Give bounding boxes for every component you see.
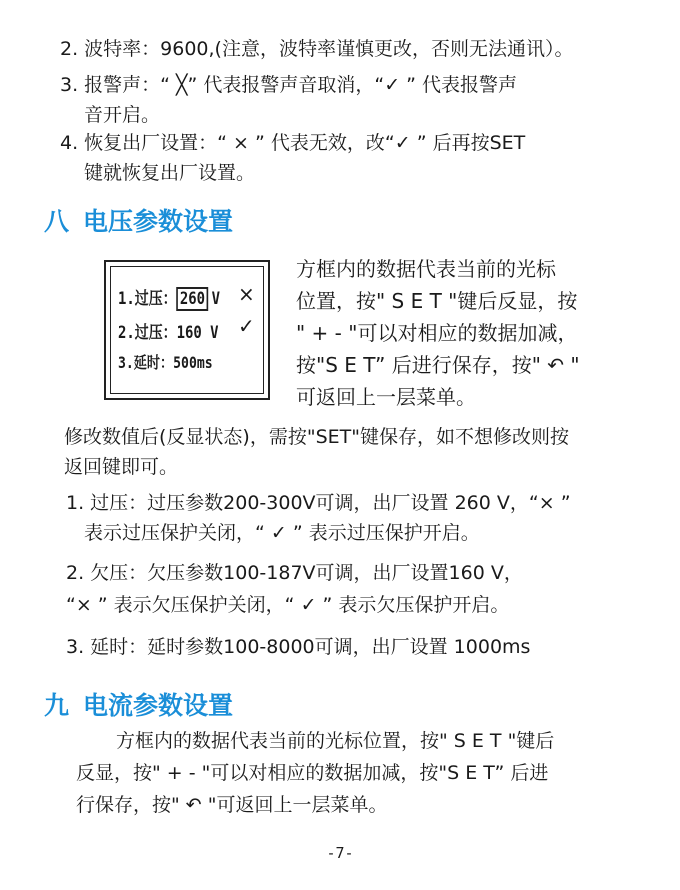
section8-item-delay: 3. 延时：延时参数100-8000可调，出厂设置 1000ms (66, 636, 531, 658)
section-number: 九 (44, 691, 70, 720)
lcd-cursor-value: 260 (177, 287, 209, 311)
intro-item-alarm-sound: 3. 报警声：“ ╳” 代表报警声音取消，“✓ ” 代表报警声 (60, 74, 518, 96)
intro-item-factory-reset: 4. 恢复出厂设置：“ × ” 代表无效，改“✓ ” 后再按SET (60, 132, 526, 154)
lcd-screen-illustration (104, 260, 270, 400)
lcd-row1-prefix: 1.过压： (118, 289, 177, 309)
lcd-row-undervoltage (118, 318, 219, 343)
section9-desc-line: 行保存，按" ↶ "可返回上一层菜单。 (76, 794, 388, 816)
section9-desc-line: 反显，按" + - "可以对相应的数据加减，按"S E T” 后进 (76, 762, 549, 784)
section9-desc-line: 方框内的数据代表当前的光标位置，按" S E T "键后 (116, 730, 555, 752)
lcd-row2-text: 2.过压：160 V (118, 323, 219, 343)
lcd-check-icon: ✓ (238, 314, 255, 338)
section8-note-line: 返回键即可。 (64, 456, 179, 478)
section8-desc-line: 可返回上一层菜单。 (296, 385, 476, 409)
intro-item-factory-reset-cont: 键就恢复出厂设置。 (84, 162, 256, 184)
intro-item-baud-rate: 2. 波特率：9600,(注意，波特率谨慎更改，否则无法通讯）。 (60, 38, 574, 60)
section-number: 八 (44, 207, 70, 236)
intro-item-alarm-sound-cont: 音开启。 (84, 104, 161, 126)
section8-item-undervoltage: 2. 欠压：欠压参数100-187V可调，出厂设置160 V， (66, 562, 523, 584)
section8-desc-line: 按"S E T” 后进行保存，按" ↶ " (296, 353, 580, 377)
section8-desc-line: 位置，按" S E T "键后反显，按 (296, 289, 578, 313)
section-title: 电流参数设置 (83, 691, 234, 720)
section-heading-current (44, 686, 233, 722)
lcd-cross-icon: × (238, 282, 255, 306)
section8-note-line: 修改数值后(反显状态)，需按"SET"键保存，如不想修改则按 (64, 426, 569, 448)
section-title: 电压参数设置 (83, 207, 234, 236)
lcd-row3-text: 3.延时：500ms (118, 353, 213, 372)
lcd-row-delay (118, 350, 213, 373)
page-number: -7- (326, 844, 354, 862)
section8-item-undervoltage-cont: “× ” 表示欠压保护关闭，“ ✓ ” 表示欠压保护开启。 (66, 594, 510, 616)
section8-desc-line: " + - "可以对相应的数据加减， (296, 321, 578, 345)
section8-item-overvoltage-cont: 表示过压保护关闭，“ ✓ ” 表示过压保护开启。 (84, 522, 480, 544)
lcd-row-overvoltage (118, 284, 220, 309)
section8-item-overvoltage: 1. 过压：过压参数200-300V可调，出厂设置 260 V，“× ” (66, 492, 571, 514)
section8-desc-line: 方框内的数据代表当前的光标 (296, 257, 556, 281)
lcd-row1-unit: V (211, 289, 221, 309)
section-heading-voltage (44, 202, 233, 238)
